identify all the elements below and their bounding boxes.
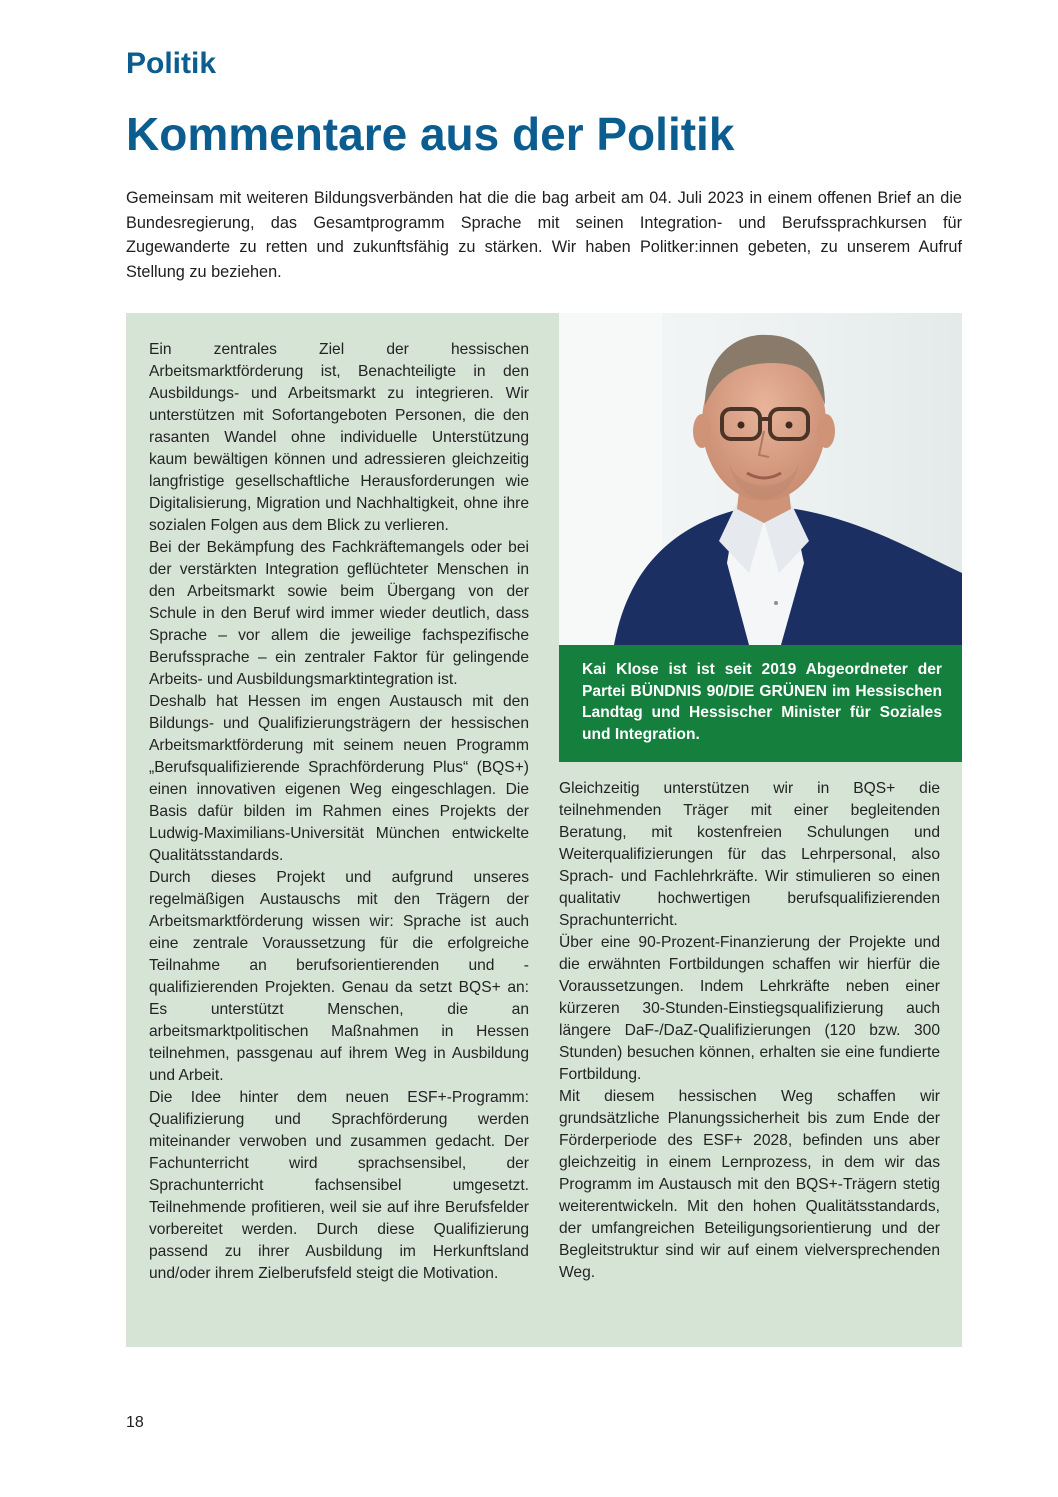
portrait-illustration [559,313,962,645]
article-paragraph: Über eine 90-Prozent-Finanzierung der Projekte und die erwähnten Fortbildungen schaffen wir hierfür die Voraussetzungen. Indem Lehrkräfte neben einer kürzeren 30-Stunden-Einstiegsqualifizierung auch längere DaF-/DaZ-Qualifizierungen (120 bzw. 300 Stunden) besuchen können, erhalten sie eine fundierte Fortbildung. [559,934,940,1083]
article-paragraph: Die Idee hinter dem neuen ESF+-Programm: Qualifizierung und Sprachförderung werden miteinander verwoben und zusammen gedacht. Der Fachunterricht wird sprachsensibel, der Sprachunterricht fachsensibel umgesetzt. Teilnehmende profitieren, weil sie auf ihre Berufsfelder vorbereitet werden. Durch diese Qualifizierung passend zu ihrer Ausbildung im Herkunftsland und/oder ihrem Zielberufsfeld steigt die Motivation. [149,1089,529,1282]
article-paragraph: Gleichzeitig unterstützen wir in BQS+ die teilnehmenden Träger mit einer begleitenden Beratung, mit kostenfreien Schulungen und Weiterqualifizierungen für das Lehrpersonal, also Sprach- und Fachlehrkräfte. Wir stimulieren so einen qualitativ hochwertigen berufsqualifizierenden Sprachunterricht. [559,780,940,929]
photo-caption: Kai Klose ist ist seit 2019 Abgeordneter der Partei BÜNDNIS 90/DIE GRÜNEN im Hessischen Landtag und Hessischer Minister für Soziales und Integration. [559,645,962,762]
page-number: 18 [126,1414,144,1431]
article-left-column [149,339,529,1285]
article-paragraph: Durch dieses Projekt und aufgrund unseres regelmäßigen Austauschs mit den Trägern der Arbeitsmarktförderung wissen wir: Sprache ist auch eine zentrale Voraussetzung für die erfolgreiche Teilnahme an berufsorientierenden und -qualifizierenden Projekten. Genau da setzt BQS+ an: Es unterstützt Menschen, die an arbeitsmarktpolitischen Maßnahmen in Hessen teilnehmen, passgenau auf ihrem Weg in Ausbildung und Arbeit. [149,869,529,1084]
article-paragraph: Ein zentrales Ziel der hessischen Arbeitsmarktförderung ist, Benachteiligte in den Ausbildungs- und Arbeitsmarkt zu integrieren. Wir unterstützen mit Sofortangeboten Personen, die den rasanten Wandel ohne individuelle Unterstützung kaum bewältigen können und adressieren gleichzeitig langfristige gesellschaftliche Herausforderungen wie Digitalisierung, Migration und Nachhaltigkeit, ohne ihre sozialen Folgen aus dem Blick zu verlieren. [149,341,529,534]
article-paragraph: Mit diesem hessischen Weg schaffen wir grundsätzliche Planungssicherheit bis zum Ende der Förderperiode des ESF+ 2028, befinden uns aber gleichzeitig in einem Lernprozess, in dem wir das Programm im Austausch mit den BQS+-Trägern stetig weiterentwickeln. Mit den hohen Qualitätsstandards, der umfangreichen Beteiligungsorientierung und der Begleitstruktur sind wir auf einem vielversprechenden Weg. [559,1088,940,1281]
section-label: Politik [126,47,217,80]
page-title: Kommentare aus der Politik [126,108,735,160]
article-paragraph: Bei der Bekämpfung des Fachkräftemangels oder bei der verstärkten Integration geflüchteter Menschen in den Arbeitsmarkt sowie beim Übergang von der Schule in den Beruf wird immer wieder deutlich, dass Sprache – vor allem die jeweilige fachspezifische Berufssprache – ein zentraler Faktor für gelingende Arbeits- und Ausbildungsmarktintegration ist. [149,539,529,688]
intro-paragraph: Gemeinsam mit weiteren Bildungsverbänden hat die die bag arbeit am 04. Juli 2023 in einem offenen Brief an die Bundesregierung, das Gesamtprogramm Sprache mit seinen Integration- und Berufssprachkursen für Zugewanderte zu retten und zukunftsfähig zu stärken. Wir haben Politker:innen gebeten, zu unserem Aufruf Stellung zu beziehen. [126,189,962,281]
portrait-photo [559,313,962,645]
article-paragraph: Deshalb hat Hessen im engen Austausch mit den Bildungs- und Qualifizierungsträgern der hessischen Arbeitsmarktförderung mit seinem neuen Programm „Berufsqualifizierende Sprachförderung Plus“ (BQS+) einen innovativen eigenen Weg eingeschlagen. Die Basis dafür bilden im Rahmen eines Projekts der Ludwig-Maximilians-Universität München entwickelte Qualitätsstandards. [149,693,529,864]
article-right-column [559,778,940,1284]
